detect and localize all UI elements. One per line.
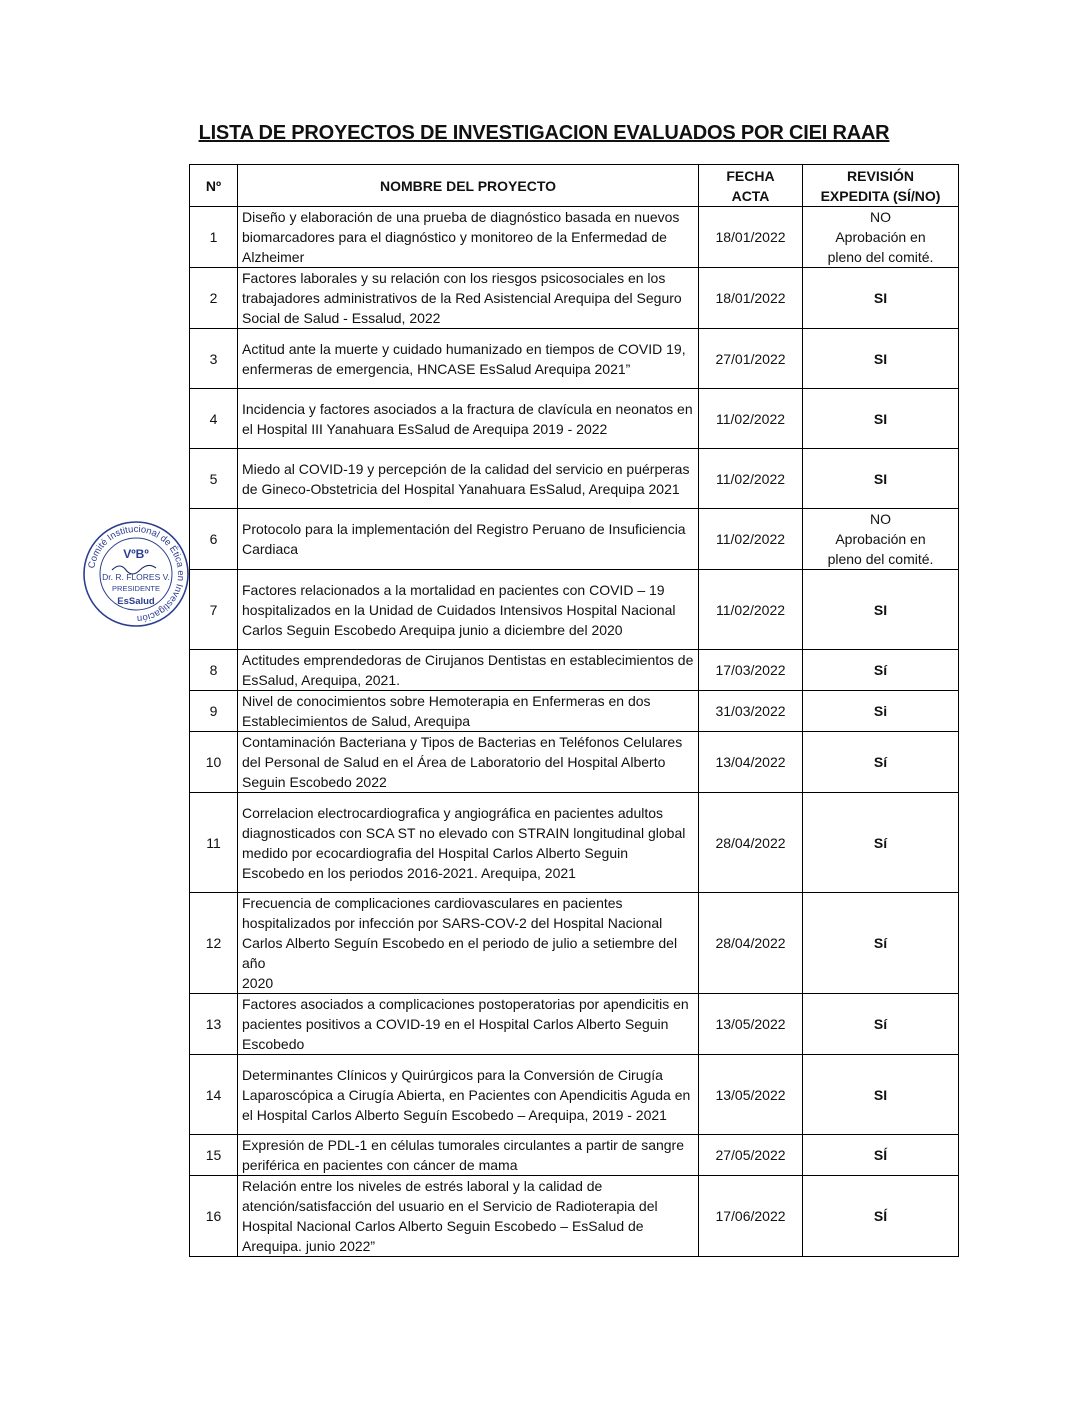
stamp-name: Dr. R. FLORES V. — [102, 572, 170, 582]
review-line: pleno del comité. — [827, 551, 934, 567]
project-name: Factores relacionados a la mortalidad en pacientes con COVID – 19 hospitalizados en la Unidad de Cuidados Intensivos Hospital Nacional Carlos Seguin Escobedo Arequipa junio a diciembre del 2020 — [238, 570, 699, 650]
table-row — [190, 329, 959, 389]
table-row — [190, 994, 959, 1055]
expedited-review — [803, 449, 959, 509]
expedited-review — [803, 389, 959, 449]
review-line: Sí — [873, 935, 888, 951]
expedited-review — [803, 207, 959, 268]
review-line: Sí — [873, 662, 888, 678]
committee-stamp — [82, 520, 190, 628]
row-number: 10 — [190, 732, 238, 793]
stamp-ring-text: Comité Institucional de Ética en Investigación — [86, 523, 187, 625]
expedited-review — [803, 1055, 959, 1135]
approval-date: 18/01/2022 — [699, 268, 803, 329]
review-line: SI — [873, 290, 888, 306]
row-number: 13 — [190, 994, 238, 1055]
row-number: 15 — [190, 1135, 238, 1176]
approval-date: 13/04/2022 — [699, 732, 803, 793]
expedited-review — [803, 650, 959, 691]
approval-date: 17/03/2022 — [699, 650, 803, 691]
review-line: NO — [870, 511, 891, 527]
row-number: 14 — [190, 1055, 238, 1135]
project-name: Protocolo para la implementación del Registro Peruano de Insuficiencia Cardiaca — [238, 509, 699, 570]
expedited-review — [803, 509, 959, 570]
stamp-org: EsSalud — [117, 596, 155, 607]
header-date-line1: FECHA — [726, 167, 775, 184]
review-line: SÍ — [873, 1147, 888, 1163]
table-row — [190, 389, 959, 449]
review-line: SI — [873, 470, 888, 487]
review-line: SÍ — [873, 1208, 888, 1224]
project-name: Relación entre los niveles de estrés laboral y la calidad de atención/satisfacción del usuario en el Servicio de Radioterapia del Hospital Nacional Carlos Alberto Seguin Escobedo – EsSalud de Arequipa. junio 2022” — [238, 1176, 699, 1257]
header-project-name: NOMBRE DEL PROYECTO — [238, 165, 699, 207]
row-number: 16 — [190, 1176, 238, 1257]
approval-date: 13/05/2022 — [699, 994, 803, 1055]
table-header-row — [190, 165, 959, 207]
table-row — [190, 1055, 959, 1135]
table-row — [190, 268, 959, 329]
expedited-review — [803, 570, 959, 650]
review-line: SI — [873, 1086, 888, 1103]
project-name: Diseño y elaboración de una prueba de diagnóstico basada en nuevos biomarcadores para el diagnóstico y monitoreo de la Enfermedad de Alzheimer — [238, 207, 699, 268]
expedited-review — [803, 268, 959, 329]
approval-date: 11/02/2022 — [699, 570, 803, 650]
project-name: Correlacion electrocardiografica y angiográfica en pacientes adultos diagnosticados con SCA ST no elevado con STRAIN longitudinal global medido por ecocardiografia del Hospital Carlos Alberto Seguin Escobedo en los periodos 2016-2021. Arequipa, 2021 — [238, 793, 699, 893]
row-number: 7 — [190, 570, 238, 650]
projects-table — [189, 164, 959, 1257]
review-line: Aprobación en — [835, 531, 926, 547]
page-title: LISTA DE PROYECTOS DE INVESTIGACION EVALUADOS POR CIEI RAAR — [198, 122, 890, 144]
approval-date: 11/02/2022 — [699, 509, 803, 570]
table-body — [190, 207, 959, 1257]
project-name: Actitudes emprendedoras de Cirujanos Dentistas en establecimientos de EsSalud, Arequipa, 2021. — [238, 650, 699, 691]
review-line: SI — [873, 601, 888, 618]
table-row — [190, 207, 959, 268]
row-number: 3 — [190, 329, 238, 389]
expedited-review — [803, 793, 959, 893]
row-number: 5 — [190, 449, 238, 509]
approval-date: 18/01/2022 — [699, 207, 803, 268]
project-name-line: 2020 — [242, 975, 274, 991]
row-number: 1 — [190, 207, 238, 268]
project-name-line: Frecuencia de complicaciones cardiovasculares en pacientes hospitalizados por infección por SARS-COV-2 del Hospital Nacional Carlos Alberto Seguín Escobedo en el periodo de julio a setiembre del año — [242, 895, 678, 971]
approval-date: 27/01/2022 — [699, 329, 803, 389]
expedited-review — [803, 893, 959, 994]
approval-date: 28/04/2022 — [699, 793, 803, 893]
project-name — [238, 893, 699, 994]
approval-date: 31/03/2022 — [699, 691, 803, 732]
row-number: 12 — [190, 893, 238, 994]
project-name: Contaminación Bacteriana y Tipos de Bacterias en Teléfonos Celulares del Personal de Salud en el Área de Laboratorio del Hospital Alberto Seguin Escobedo 2022 — [238, 732, 699, 793]
approval-date: 28/04/2022 — [699, 893, 803, 994]
review-line: SI — [873, 410, 888, 427]
review-line: Sí — [873, 1016, 888, 1032]
table-row — [190, 732, 959, 793]
review-line: Aprobación en — [835, 229, 926, 245]
expedited-review — [803, 1176, 959, 1257]
review-line: Sí — [873, 754, 888, 770]
table-row — [190, 691, 959, 732]
expedited-review — [803, 994, 959, 1055]
row-number: 9 — [190, 691, 238, 732]
table-row — [190, 650, 959, 691]
stamp-role: PRESIDENTE — [112, 584, 160, 593]
project-name: Determinantes Clínicos y Quirúrgicos para la Conversión de Cirugía Laparoscópica a Cirugía Abierta, en Pacientes con Apendicitis Aguda en el Hospital Carlos Alberto Seguín Escobedo – Arequipa, 2019 - 2021 — [238, 1055, 699, 1135]
project-name: Factores asociados a complicaciones postoperatorias por apendicitis en pacientes positivos a COVID-19 en el Hospital Carlos Alberto Seguin Escobedo — [238, 994, 699, 1055]
expedited-review — [803, 329, 959, 389]
row-number: 4 — [190, 389, 238, 449]
header-review-line2: EXPEDITA (SÍ/NO) — [820, 187, 941, 204]
approval-date: 11/02/2022 — [699, 389, 803, 449]
header-review-line1: REVISIÓN — [847, 167, 914, 184]
approval-date: 17/06/2022 — [699, 1176, 803, 1257]
row-number: 8 — [190, 650, 238, 691]
table-row — [190, 893, 959, 994]
approval-date: 27/05/2022 — [699, 1135, 803, 1176]
header-review — [803, 165, 959, 207]
project-name: Incidencia y factores asociados a la fractura de clavícula en neonatos en el Hospital III Yanahuara EsSalud de Arequipa 2019 - 2022 — [238, 389, 699, 449]
header-number: Nº — [190, 165, 238, 207]
header-date-line2: ACTA — [731, 187, 770, 204]
project-name: Nivel de conocimientos sobre Hemoterapia en Enfermeras en dos Establecimientos de Salud, Arequipa — [238, 691, 699, 732]
table-row — [190, 1176, 959, 1257]
review-line: Si — [873, 703, 888, 719]
review-line: NO — [870, 209, 891, 225]
stamp-vb: VºBº — [123, 547, 149, 561]
table-row — [190, 570, 959, 650]
row-number: 11 — [190, 793, 238, 893]
project-name: Factores laborales y su relación con los riesgos psicosociales en los trabajadores administrativos de la Red Asistencial Arequipa del Seguro Social de Salud - Essalud, 2022 — [238, 268, 699, 329]
review-line: SI — [873, 350, 888, 367]
approval-date: 11/02/2022 — [699, 449, 803, 509]
expedited-review — [803, 732, 959, 793]
row-number: 6 — [190, 509, 238, 570]
project-name: Actitud ante la muerte y cuidado humanizado en tiempos de COVID 19, enfermeras de emergencia, HNCASE EsSalud Arequipa 2021” — [238, 329, 699, 389]
row-number: 2 — [190, 268, 238, 329]
project-name: Expresión de PDL-1 en células tumorales circulantes a partir de sangre periférica en pacientes con cáncer de mama — [238, 1135, 699, 1176]
table-row — [190, 793, 959, 893]
review-line: Sí — [873, 834, 888, 851]
header-date — [699, 165, 803, 207]
expedited-review — [803, 691, 959, 732]
table-row — [190, 509, 959, 570]
expedited-review — [803, 1135, 959, 1176]
approval-date: 13/05/2022 — [699, 1055, 803, 1135]
review-line: pleno del comité. — [827, 249, 934, 265]
table-row — [190, 449, 959, 509]
project-name: Miedo al COVID-19 y percepción de la calidad del servicio en puérperas de Gineco-Obstetricia del Hospital Yanahuara EsSalud, Arequipa 2021 — [238, 449, 699, 509]
table-row — [190, 1135, 959, 1176]
